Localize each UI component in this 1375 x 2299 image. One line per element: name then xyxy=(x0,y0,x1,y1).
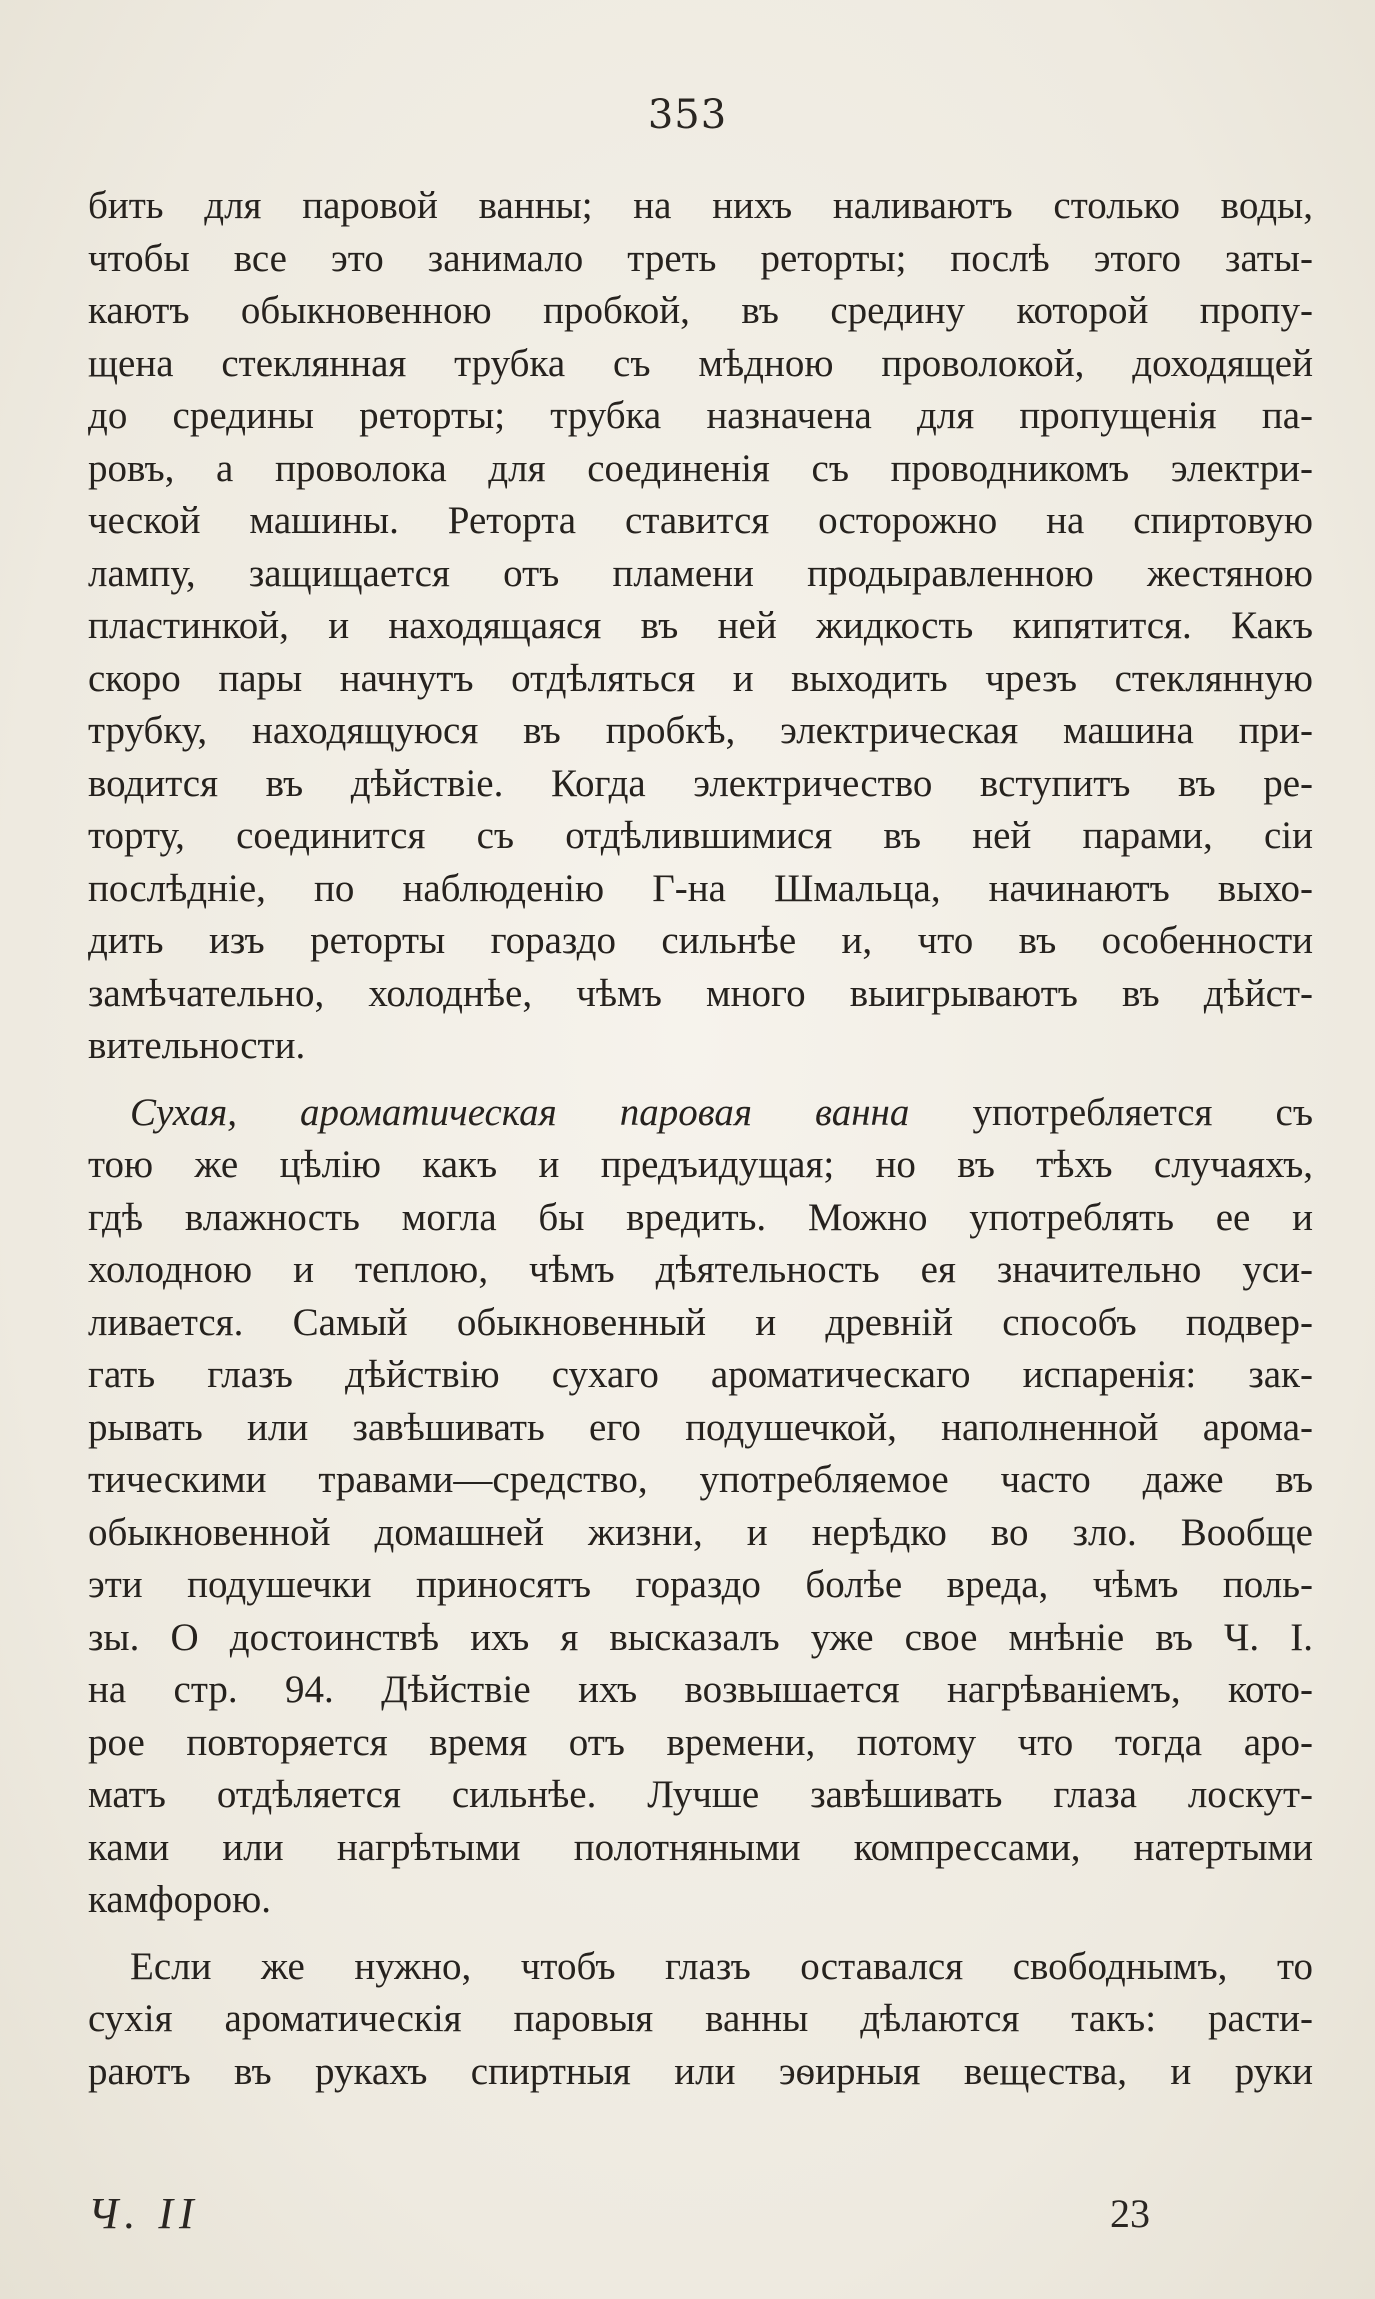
text-line: ливается. Самый обыкновенный и древній способъ подвер- xyxy=(88,1300,1313,1344)
text-line: водится въ дѣйствіе. Когда электричество вступитъ въ ре- xyxy=(88,761,1313,805)
italic-term: Сухая, ароматическая паровая ванна xyxy=(130,1090,910,1134)
text-line: раютъ въ рукахъ спиртныя или эѳирныя вещества, и руки xyxy=(88,2049,1313,2093)
signature-mark: Ч. II xyxy=(88,2189,200,2238)
text-line: замѣчательно, холоднѣе, чѣмъ много выигрываютъ въ дѣйст- xyxy=(88,971,1313,1015)
text-line: ками или нагрѣтыми полотняными компрессами, натертыми xyxy=(88,1825,1313,1869)
page-number: 353 xyxy=(647,92,728,138)
text-line: холодною и теплою, чѣмъ дѣятельность ея значительно уси- xyxy=(88,1248,1313,1291)
text-line: пластинкой, и находящаяся въ ней жидкость кипятится. Какъ xyxy=(88,604,1313,647)
text-line: вительности. xyxy=(88,1024,306,1067)
page-body-text xyxy=(88,180,1313,2098)
text-line: дить изъ реторты гораздо сильнѣе и, что въ особенности xyxy=(88,919,1313,962)
text-line: рывать или завѣшивать его подушечкой, наполненной арома- xyxy=(88,1405,1313,1449)
sheet-number: 23 xyxy=(1110,2191,1150,2236)
text-line: ческой машины. Реторта ставится осторожно на спиртовую xyxy=(88,499,1313,542)
text-line: ровъ, а проволока для соединенія съ проводникомъ электри- xyxy=(88,446,1313,490)
text-line: послѣдніе, по наблюденію Г-на Шмальца, начинаютъ выхо- xyxy=(88,866,1313,910)
text-line: бить для паровой ванны; на нихъ наливаютъ столько воды, xyxy=(88,184,1313,227)
text-line: трубку, находящуюся въ пробкѣ, электрическая машина при- xyxy=(88,709,1313,752)
text-line: тою же цѣлію какъ и предъидущая; но въ тѣхъ случаяхъ, xyxy=(88,1143,1313,1186)
text-line: зы. О достоинствѣ ихъ я высказалъ уже свое мнѣніе въ Ч. I. xyxy=(88,1615,1313,1659)
text-line: тическими травами—средство, употребляемое часто даже въ xyxy=(88,1458,1313,1501)
text-line: каютъ обыкновенною пробкой, въ средину которой пропу- xyxy=(88,289,1313,332)
text-line: рое повторяется время отъ времени, потому что тогда аро- xyxy=(88,1720,1313,1764)
text-span: употребляется съ xyxy=(909,1090,1313,1134)
text-line: камфорою. xyxy=(88,1878,272,1921)
text-line: обыкновенной домашней жизни, и нерѣдко во зло. Вообще xyxy=(88,1510,1313,1554)
text-line: до средины реторты; трубка назначена для пропущенія па- xyxy=(88,394,1313,437)
text-line: эти подушечки приносятъ гораздо болѣе вреда, чѣмъ поль- xyxy=(88,1563,1313,1606)
text-line: гдѣ влажность могла бы вредить. Можно употреблять ее и xyxy=(88,1195,1313,1239)
text-line: гать глазъ дѣйствію сухаго ароматическаго испаренія: зак- xyxy=(88,1353,1313,1396)
paragraph-first-line: Если же нужно, чтобъ глазъ оставался свободнымъ, то xyxy=(130,1944,1313,1988)
text-line: торту, соединится съ отдѣлившимися въ ней парами, сіи xyxy=(88,814,1313,857)
text-line: матъ отдѣляется сильнѣе. Лучше завѣшивать глаза лоскут- xyxy=(88,1773,1313,1816)
text-line: чтобы все это занимало треть реторты; послѣ этого заты- xyxy=(88,236,1313,280)
text-line: щена стеклянная трубка съ мѣдною проволокой, доходящей xyxy=(88,341,1313,385)
text-line: сухія ароматическія паровыя ванны дѣлаются такъ: расти- xyxy=(88,1997,1313,2040)
text-line: на стр. 94. Дѣйствіе ихъ возвышается нагрѣваніемъ, кото- xyxy=(88,1668,1313,1711)
text-line: лампу, защищается отъ пламени продыравленною жестяною xyxy=(88,551,1313,595)
paragraph-first-line xyxy=(88,1087,1313,1140)
text-line: скоро пары начнутъ отдѣляться и выходить чрезъ стеклянную xyxy=(88,656,1313,700)
